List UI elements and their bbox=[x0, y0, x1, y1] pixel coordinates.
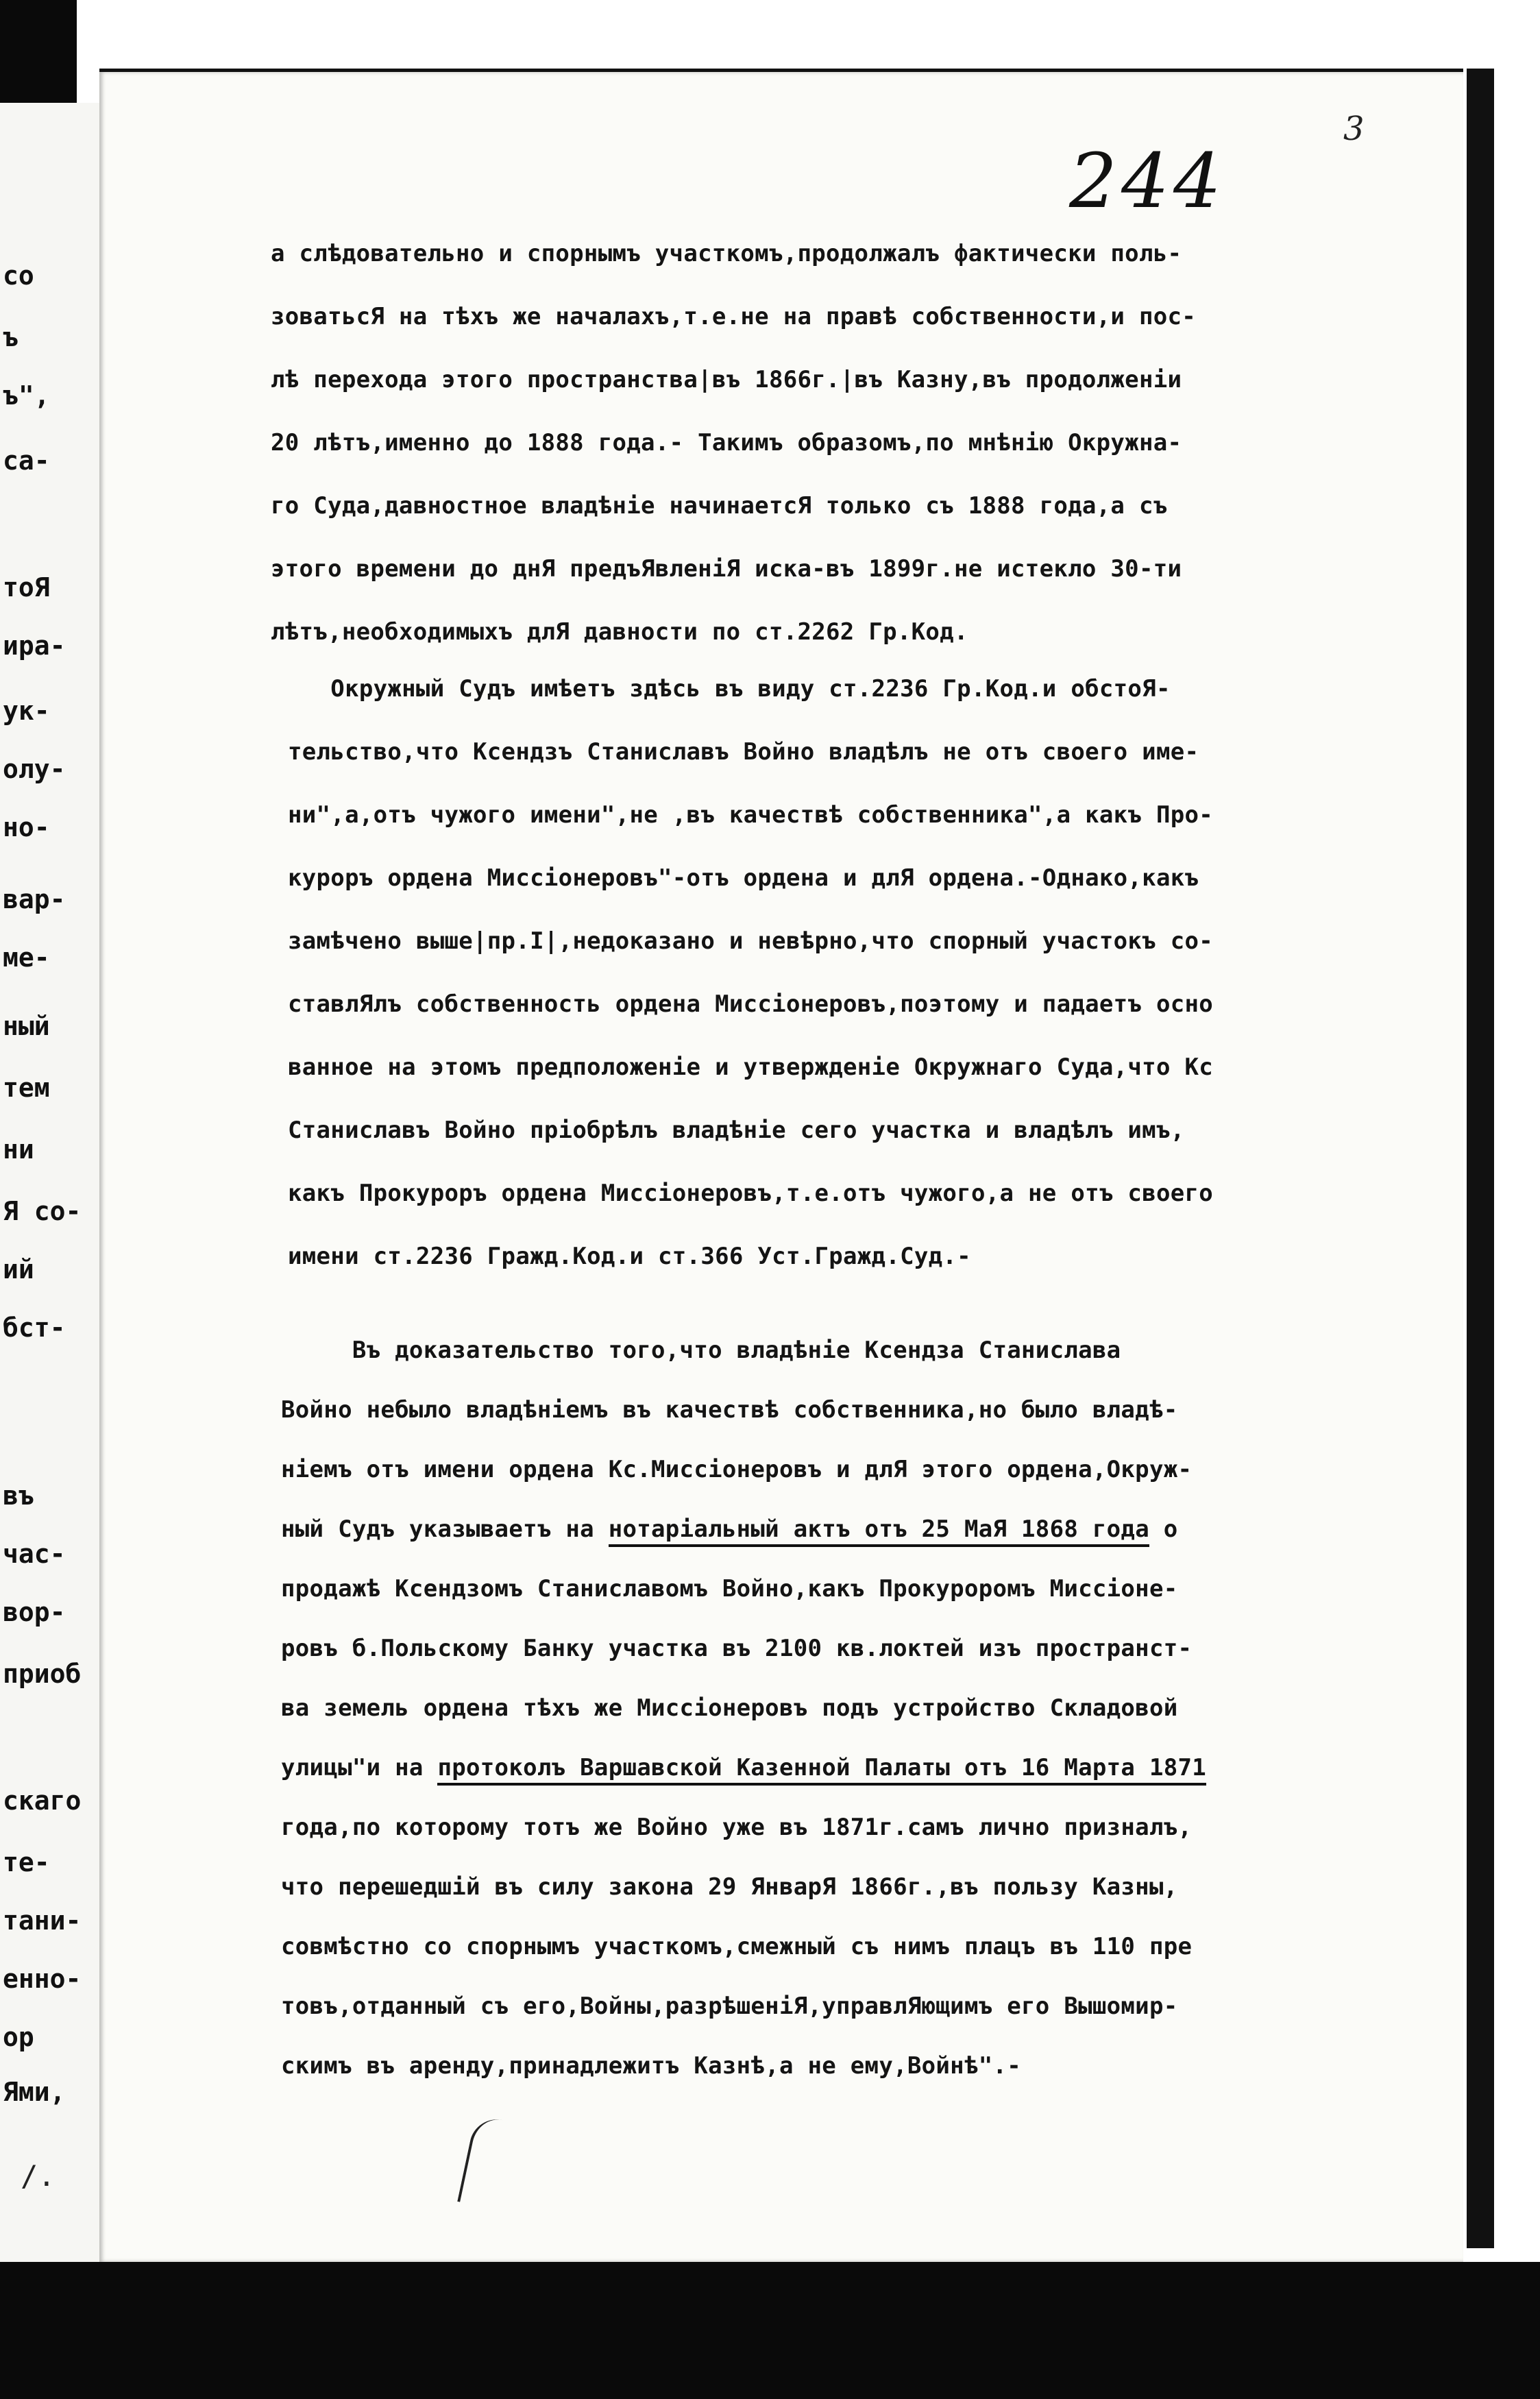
previous-page-fragment bbox=[0, 103, 110, 2262]
left-page-fragment: вор- bbox=[3, 1597, 66, 1627]
left-page-fragment: Я со- bbox=[3, 1196, 82, 1226]
text-line: товъ,отданный съ его,Войны,разрѣшеніЯ,управлЯющимъ его Вышомир- bbox=[281, 1993, 1178, 2020]
left-page-fragment: ный bbox=[3, 1011, 50, 1041]
text-line: имени ст.2236 Гражд.Код.и ст.366 Уст.Гражд.Суд.- bbox=[288, 1243, 971, 1270]
left-page-fragment: но- bbox=[3, 812, 50, 842]
left-page-fragment: ор bbox=[3, 2022, 34, 2052]
text-line: лѣтъ,необходимыхъ длЯ давности по ст.2262 Гр.Код. bbox=[271, 618, 968, 646]
folio-number: 244 bbox=[1069, 137, 1225, 225]
text-line: года,по которому тотъ же Войно уже въ 1871г.самъ лично призналъ, bbox=[281, 1814, 1193, 1841]
text-line: ровъ б.Польскому Банку участка въ 2100 кв.локтей изъ пространст- bbox=[281, 1635, 1193, 1662]
text-line: ванное на этомъ предположеніе и утвержденіе Окружнаго Суда,что Кс bbox=[288, 1054, 1214, 1081]
left-page-fragment: ира- bbox=[3, 631, 66, 661]
text-line: скимъ въ аренду,принадлежитъ Казнѣ,а не ему,Войнѣ".- bbox=[281, 2052, 1022, 2080]
left-page-fragment: Ями, bbox=[3, 2077, 66, 2107]
text-line: совмѣстно со спорнымъ участкомъ,смежный съ нимъ плацъ въ 110 пре bbox=[281, 1933, 1193, 1960]
left-page-fragment: ий bbox=[3, 1254, 34, 1284]
text-line: что перешедшій въ силу закона 29 ЯнварЯ 1866г.,въ пользу Казны, bbox=[281, 1873, 1178, 1901]
text-line: ный Судъ указываетъ на нотаріальный актъ отъ 25 МаЯ 1868 года о bbox=[281, 1515, 1178, 1543]
left-page-fragment: тем bbox=[3, 1073, 50, 1103]
text-line: продажѣ Ксендзомъ Станиславомъ Войно,какъ Прокуроромъ Миссіоне- bbox=[281, 1575, 1178, 1603]
text-line: лѣ перехода этого пространства|въ 1866г.|въ Казну,въ продолженіи bbox=[271, 366, 1182, 393]
text-line: го Суда,давностное владѣніе начинаетсЯ только съ 1888 года,а съ bbox=[271, 492, 1168, 520]
left-page-fragment: са- bbox=[3, 446, 50, 476]
text-line: Въ доказательство того,что владѣніе Ксендза Станислава bbox=[281, 1337, 1121, 1364]
left-page-fragment: ъ bbox=[3, 322, 19, 352]
left-page-fragment: ме- bbox=[3, 942, 50, 973]
text-line: этого времени до днЯ предъЯвленіЯ иска-въ 1899г.не истекло 30-ти bbox=[271, 555, 1182, 583]
text-line: тельство,что Ксендзъ Станиславъ Войно владѣлъ не отъ своего име- bbox=[288, 738, 1199, 766]
text-line: какъ Прокуроръ ордена Миссіонеровъ,т.е.отъ чужого,а не отъ своего bbox=[288, 1180, 1214, 1207]
left-page-fragment: енно- bbox=[3, 1964, 82, 1994]
scan-border-right bbox=[1467, 69, 1494, 2248]
left-page-fragment: тани- bbox=[3, 1905, 82, 1936]
left-page-fragment: час- bbox=[3, 1539, 66, 1569]
text-line: 20 лѣтъ,именно до 1888 года.- Такимъ образомъ,по мнѣнію Окружна- bbox=[271, 429, 1182, 456]
left-page-fragment: бст- bbox=[3, 1313, 66, 1343]
text-line: ставлЯлъ собственность ордена Миссіонеровъ,поэтому и падаетъ осно bbox=[288, 990, 1214, 1018]
text-line: ва земель ордена тѣхъ же Миссіонеровъ подъ устройство Складовой bbox=[281, 1694, 1178, 1722]
left-page-fragment: ук- bbox=[3, 696, 50, 726]
text-line: зоватьсЯ на тѣхъ же началахъ,т.е.не на правѣ собственности,и пос- bbox=[271, 303, 1197, 330]
text-line: Окружный Судъ имѣетъ здѣсь въ виду ст.2236 Гр.Код.и обстоЯ- bbox=[288, 675, 1171, 703]
text-line: улицы"и на протоколъ Варшавской Казенной Палаты отъ 16 Марта 1871 bbox=[281, 1754, 1206, 1781]
left-page-fragment: скаго bbox=[3, 1786, 82, 1816]
text-line: ни",а,отъ чужого имени",не ,въ качествѣ собственника",а какъ Про- bbox=[288, 801, 1214, 829]
text-line: Станиславъ Войно пріобрѣлъ владѣніе сего участка и владѣлъ имъ, bbox=[288, 1117, 1185, 1144]
text-line: а слѣдовательно и спорнымъ участкомъ,продолжалъ фактически поль- bbox=[271, 240, 1182, 267]
left-page-fragment: вар- bbox=[3, 884, 66, 914]
text-line: ніемъ отъ имени ордена Кс.Миссіонеровъ и длЯ этого ордена,Окруж- bbox=[281, 1456, 1193, 1483]
left-page-fragment: въ bbox=[3, 1481, 34, 1511]
left-page-fragment: со bbox=[3, 260, 34, 291]
left-page-fragment: те- bbox=[3, 1847, 50, 1877]
left-page-fragment: ни bbox=[3, 1134, 34, 1165]
left-page-fragment: олу- bbox=[3, 754, 66, 784]
text-line: Войно небыло владѣніемъ въ качествѣ собственника,но было владѣ- bbox=[281, 1396, 1178, 1424]
pencil-mark: /. bbox=[21, 2159, 56, 2193]
left-page-fragment: приоб bbox=[3, 1659, 82, 1689]
text-line: замѣчено выше|пр.I|,недоказано и невѣрно,что спорный участокъ со- bbox=[288, 927, 1214, 955]
text-line: куроръ ордена Миссіонеровъ"-отъ ордена и длЯ ордена.-Однако,какъ bbox=[288, 864, 1199, 892]
left-page-fragment: тоЯ bbox=[3, 572, 50, 602]
scan-border-bottom bbox=[0, 2262, 1540, 2399]
left-page-fragment: ъ", bbox=[3, 380, 50, 411]
corner-page-number: 3 bbox=[1343, 110, 1365, 148]
